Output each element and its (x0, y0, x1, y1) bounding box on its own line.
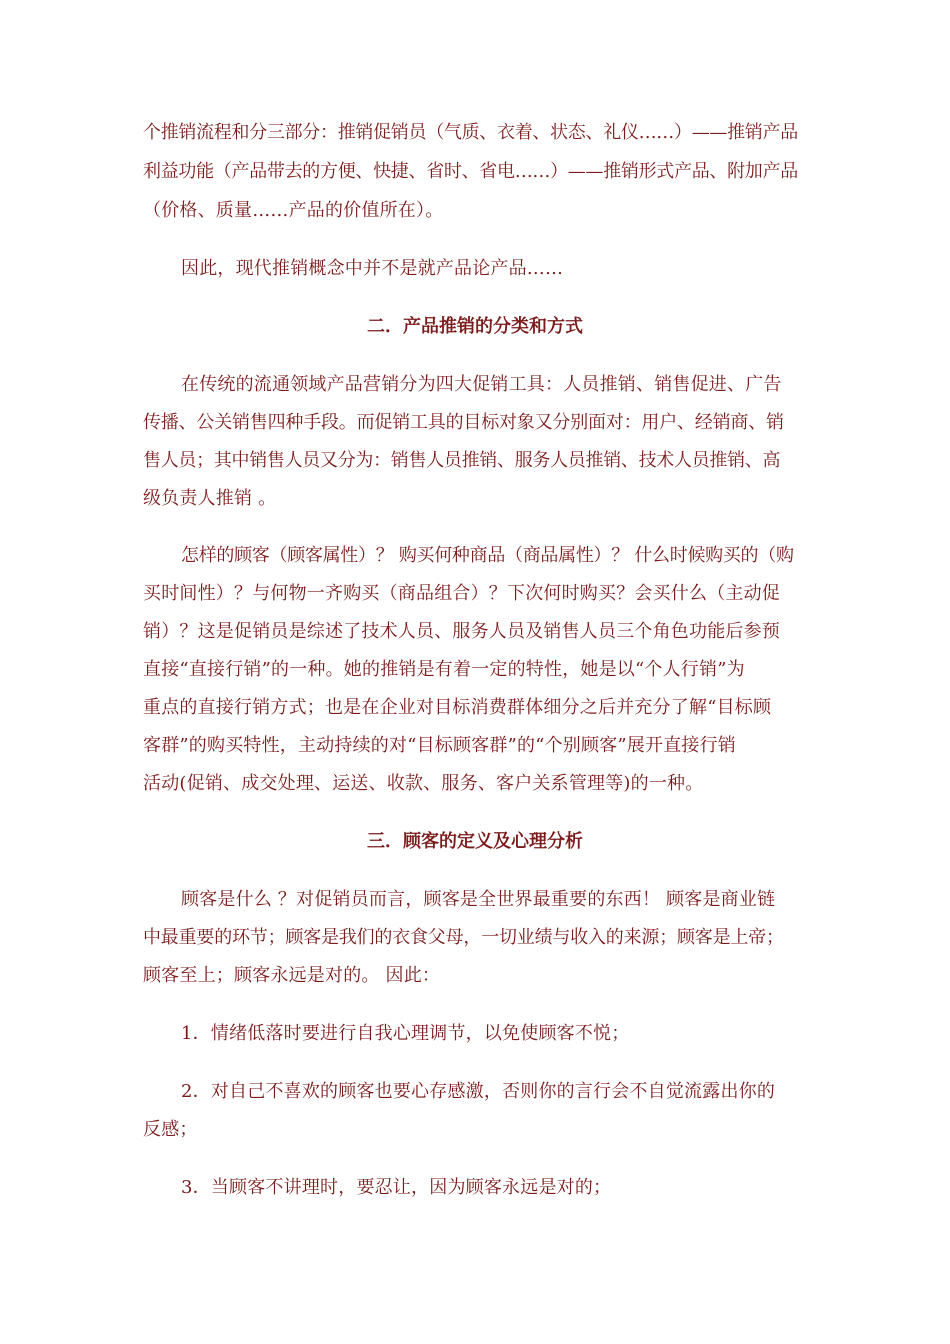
text-line: 售人员；其中销售人员又分为：销售人员推销、服务人员推销、技术人员推销、高 (143, 450, 781, 471)
text-line: 因此，现代推销概念中并不是就产品论产品…… (181, 258, 564, 279)
text-line: 级负责人推销 。 (143, 488, 277, 509)
text-line: 3．当顾客不讲理时，要忍让，因为顾客永远是对的； (181, 1177, 612, 1198)
text-line: 反感； (143, 1119, 198, 1140)
text-line: 顾客是什么 ？对促销员而言，顾客是全世界最重要的东西！ 顾客是商业链 (181, 889, 776, 910)
text-line: 活动(促销、成交处理、运送、收款、服务、客户关系管理等)的一种。 (143, 773, 704, 794)
section-heading-customer-definition: 三．顾客的定义及心理分析 (367, 831, 583, 852)
text-line: 2．对自己不喜欢的顾客也要心存感激，否则你的言行会不自觉流露出你的 (181, 1081, 776, 1102)
text-line: 中最重要的环节；顾客是我们的衣食父母，一切业绩与收入的来源；顾客是上帝； (143, 927, 784, 948)
text-line: （价格、质量……产品的价值所在）。 (143, 200, 444, 221)
text-line: 个推销流程和分三部分：推销促销员（气质、衣着、状态、礼仪……）——推销产品 (143, 122, 798, 143)
text-line: 销）？这是促销员是综述了技术人员、服务人员及销售人员三个角色功能后参预 (143, 621, 780, 642)
text-line: 利益功能（产品带去的方便、快捷、省时、省电……）——推销形式产品、附加产品 (143, 161, 798, 182)
text-line: 传播、公关销售四种手段。而促销工具的目标对象又分别面对：用户、经销商、销 (143, 412, 784, 433)
text-line: 在传统的流通领域产品营销分为四大促销工具：人员推销、销售促进、广告 (181, 374, 782, 395)
text-line: 顾客至上；顾客永远是对的。 因此： (143, 965, 441, 986)
text-line: 客群”的购买特性，主动持续的对“目标顾客群”的“个别顾客”展开直接行销 (143, 735, 737, 756)
text-line: 买时间性）？与何物一齐购买（商品组合）？下次何时购买？会买什么（主动促 (143, 583, 780, 604)
text-line: 1．情绪低落时要进行自我心理调节，以免使顾客不悦； (181, 1023, 630, 1044)
text-line: 重点的直接行销方式；也是在企业对目标消费群体细分之后并充分了解“目标顾 (143, 697, 772, 718)
text-line: 怎样的顾客（顾客属性）？ 购买何种商品（商品属性）？ 什么时候购买的（购 (181, 545, 794, 566)
text-line: 直接“直接行销”的一种。她的推销是有着一定的特性，她是以“个人行销”为 (143, 659, 745, 680)
section-heading-classification: 二．产品推销的分类和方式 (367, 316, 583, 337)
